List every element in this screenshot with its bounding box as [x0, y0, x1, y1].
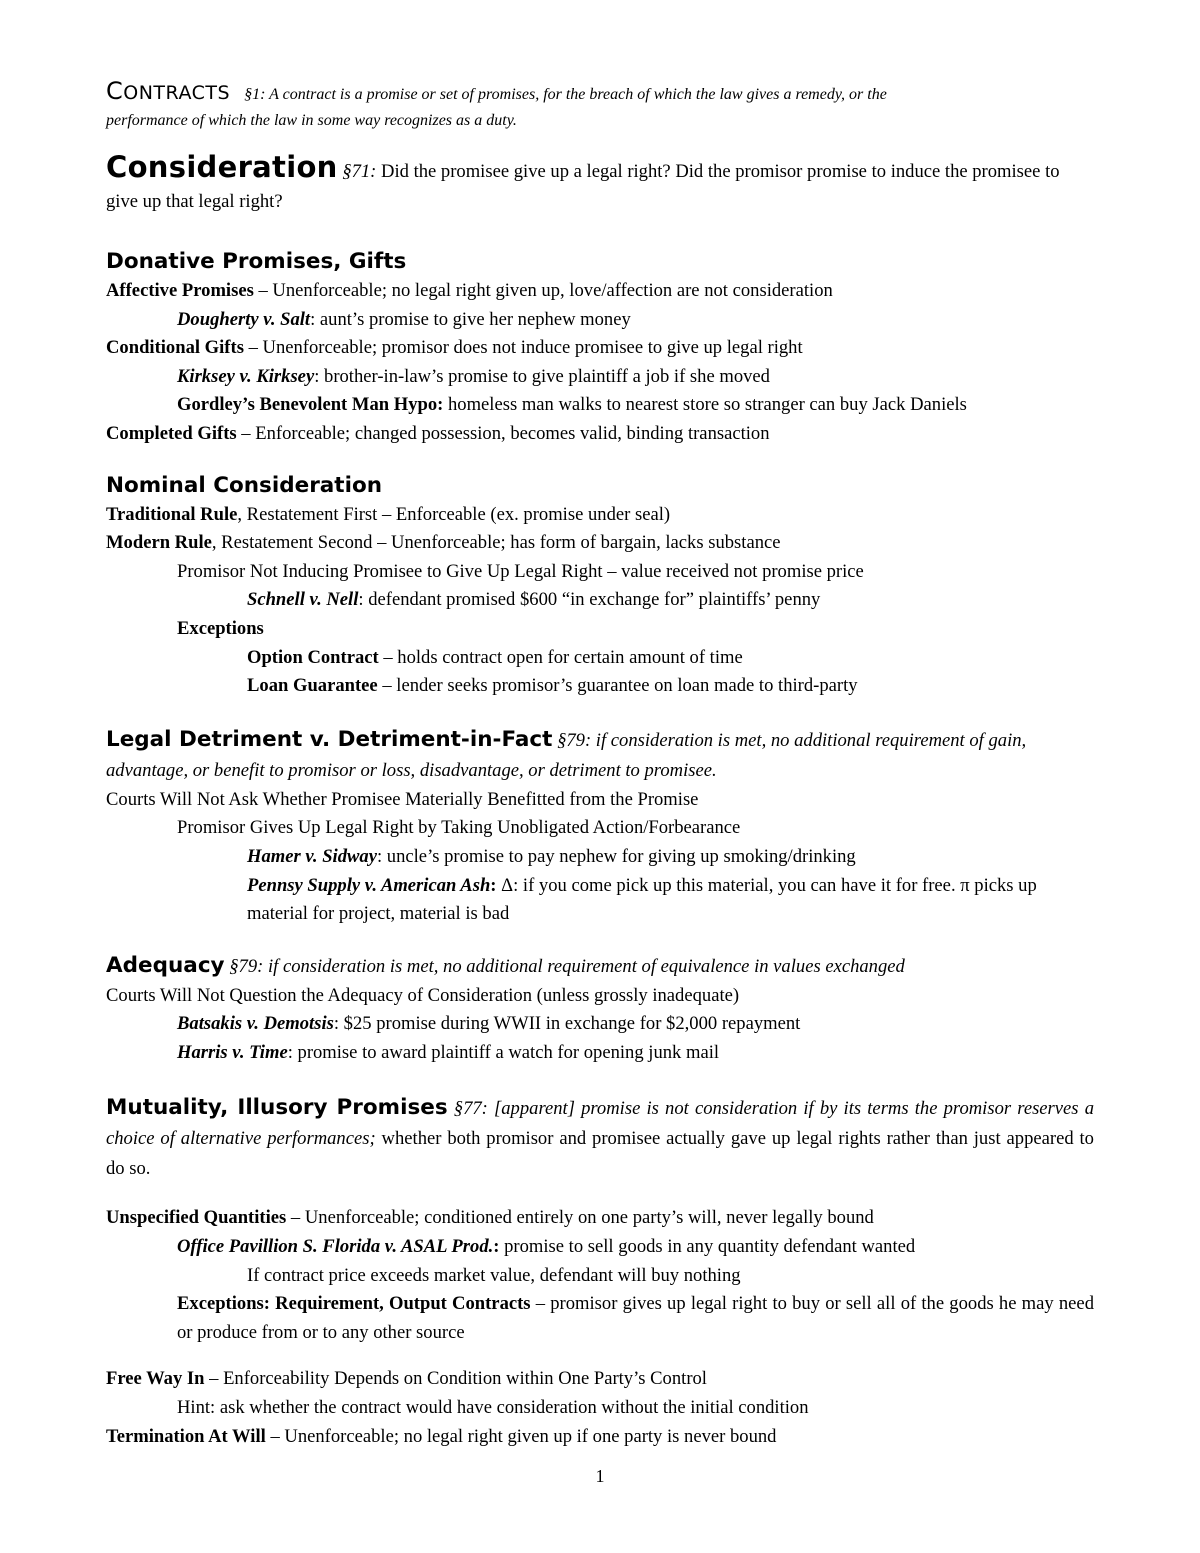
batsakis-line [106, 1010, 1094, 1039]
modern-rule-line [106, 529, 1094, 558]
consideration-section: §71: [342, 161, 377, 182]
loan-guarantee-label: Loan Guarantee [247, 675, 378, 697]
gordley-line [106, 391, 1094, 420]
termination-at-will-text: – Unenforceable; no legal right given up if one party is never bound [265, 1425, 777, 1447]
traditional-rule-line [106, 501, 1094, 530]
promisor-not-inducing-line: Promisor Not Inducing Promisee to Give Up Legal Right – value received not promise price [177, 560, 864, 582]
nominal-heading: Nominal Consideration [106, 472, 383, 498]
donative-heading: Donative Promises, Gifts [106, 249, 407, 274]
affective-promises-text: – Unenforceable; no legal right given up, love/affection are not consideration [253, 280, 833, 301]
completed-gifts-label: Completed Gifts [106, 422, 237, 444]
adequacy-paragraph [106, 951, 1094, 982]
consideration-heading: Consideration [106, 150, 338, 184]
dougherty-text: : aunt’s promise to give her nephew money [310, 308, 631, 330]
detriment-promisor-line: Promisor Gives Up Legal Right by Taking Unobligated Action/Forbearance [177, 817, 741, 839]
schnell-case-name: Schnell v. Nell [247, 589, 359, 611]
dougherty-case-name: Dougherty v. Salt [177, 308, 311, 330]
adequacy-section-text: §79: if consideration is met, no additional requirement of equivalence in values exchanged [224, 955, 905, 977]
loan-guarantee-line [106, 672, 1094, 701]
office-pavillion-colon: : [493, 1236, 500, 1258]
detriment-paragraph [106, 725, 1094, 786]
conditional-gifts-text: – Unenforceable; promisor does not induce promisee to give up legal right [243, 337, 803, 359]
unspecified-quantities-label: Unspecified Quantities [106, 1207, 287, 1229]
mutuality-heading: Mutuality, Illusory Promises [106, 1095, 448, 1121]
option-contract-line [106, 644, 1094, 673]
contracts-title-initial: C [106, 77, 124, 105]
affective-promises-label: Affective Promises [106, 280, 254, 301]
batsakis-text: : $25 promise during WWII in exchange for $2,000 repayment [333, 1013, 801, 1035]
free-way-in-label: Free Way In [106, 1368, 205, 1390]
contracts-title-line [106, 76, 1094, 110]
pennsy-text: Δ: if you come pick up this material, you can have it for free. π picks up material for project, material is bad [247, 874, 1037, 925]
traditional-rule-text: , Restatement First – Enforceable (ex. promise under seal) [237, 503, 671, 525]
harris-case-name: Harris v. Time [177, 1041, 288, 1063]
hamer-text: : uncle’s promise to pay nephew for giving up smoking/drinking [376, 845, 856, 867]
detriment-courts-line: Courts Will Not Ask Whether Promisee Materially Benefitted from the Promise [106, 788, 699, 810]
contracts-title-rest: ONTRACTS [123, 82, 231, 104]
batsakis-case-name: Batsakis v. Demotsis [177, 1013, 334, 1035]
kirksey-text: : brother-in-law’s promise to give plaintiff a job if she moved [314, 365, 770, 387]
mutuality-paragraph [106, 1093, 1094, 1184]
termination-at-will-label: Termination At Will [106, 1425, 266, 1447]
contracts-definition-line2: performance of which the law in some way recognizes as a duty. [106, 112, 517, 129]
unspecified-quantities-text: – Unenforceable; conditioned entirely on one party’s will, never legally bound [286, 1207, 874, 1229]
conditional-gifts-label: Conditional Gifts [106, 337, 244, 359]
mutuality-rest-text: whether both promisor and promisee actually gave up legal rights rather than just appeared to do so. [106, 1128, 1094, 1180]
document-page [106, 76, 1094, 1451]
conditional-gifts-line [106, 334, 1094, 363]
modern-rule-label: Modern Rule [106, 532, 212, 554]
adequacy-heading: Adequacy [106, 952, 225, 978]
free-way-in-line [106, 1365, 1094, 1394]
hint-line: Hint: ask whether the contract would have consideration without the initial condition [177, 1397, 809, 1419]
schnell-line [106, 586, 1094, 615]
pennsy-line [106, 872, 1094, 929]
completed-gifts-text: – Enforceable; changed possession, becomes valid, binding transaction [236, 422, 770, 444]
modern-rule-text: , Restatement Second – Unenforceable; has form of bargain, lacks substance [211, 532, 781, 554]
mutuality-section-text: §77: [apparent] promise is not consideration if by its terms the promisor reserves a choice of alternative performances; [106, 1098, 1094, 1150]
affective-promises-line [106, 277, 1094, 306]
office-pavillion-subline: If contract price exceeds market value, defendant will buy nothing [247, 1264, 741, 1286]
completed-gifts-line [106, 420, 1094, 449]
requirement-output-line [106, 1290, 1094, 1347]
office-pavillion-line [106, 1233, 1094, 1262]
traditional-rule-label: Traditional Rule [106, 503, 238, 525]
pennsy-case-name: Pennsy Supply v. American Ash [247, 874, 491, 896]
hamer-case-name: Hamer v. Sidway [247, 845, 377, 867]
adequacy-courts-line: Courts Will Not Question the Adequacy of Consideration (unless grossly inadequate) [106, 984, 740, 1006]
gordley-label: Gordley’s Benevolent Man Hypo: [177, 394, 444, 416]
free-way-in-text: – Enforceability Depends on Condition within One Party’s Control [204, 1368, 707, 1390]
harris-text: : promise to award plaintiff a watch for opening junk mail [287, 1041, 720, 1063]
contracts-definition-line1: §1: A contract is a promise or set of promises, for the breach of which the law gives a remedy, or the [244, 86, 887, 103]
unspecified-quantities-line [106, 1204, 1094, 1233]
hamer-line [106, 843, 1094, 872]
office-pavillion-text: promise to sell goods in any quantity defendant wanted [499, 1236, 916, 1258]
kirksey-case-name: Kirksey v. Kirksey [177, 365, 315, 387]
loan-guarantee-text: – lender seeks promisor’s guarantee on loan made to third-party [377, 675, 858, 697]
kirksey-line [106, 363, 1094, 392]
page-number: 1 [595, 1466, 605, 1486]
nominal-exceptions-label: Exceptions [177, 617, 264, 639]
consideration-paragraph [106, 152, 1094, 217]
termination-at-will-line [106, 1423, 1094, 1452]
schnell-text: : defendant promised $600 “in exchange for” plaintiffs’ penny [358, 589, 821, 611]
office-pavillion-case-name: Office Pavillion S. Florida v. ASAL Prod. [177, 1236, 494, 1258]
option-contract-text: – holds contract open for certain amount of time [378, 646, 743, 668]
requirement-output-label: Exceptions: Requirement, Output Contracts [177, 1293, 531, 1315]
pennsy-colon: : [490, 874, 497, 896]
detriment-section-text: §79: if consideration is met, no additional requirement of gain, advantage, or benefit to promisor or loss, disadvantage, or detriment to promisee. [106, 729, 1027, 781]
requirement-output-text: – promisor gives up legal right to buy or sell all of the goods he may need or produce from or to any other source [177, 1293, 1094, 1343]
detriment-heading: Legal Detriment v. Detriment-in-Fact [106, 726, 553, 752]
option-contract-label: Option Contract [247, 646, 379, 668]
harris-line [106, 1039, 1094, 1068]
dougherty-line [106, 306, 1094, 335]
gordley-text: homeless man walks to nearest store so stranger can buy Jack Daniels [443, 394, 967, 416]
consideration-text: Did the promisee give up a legal right? Did the promisor promise to induce the promisee to give up that legal right? [106, 161, 1060, 212]
